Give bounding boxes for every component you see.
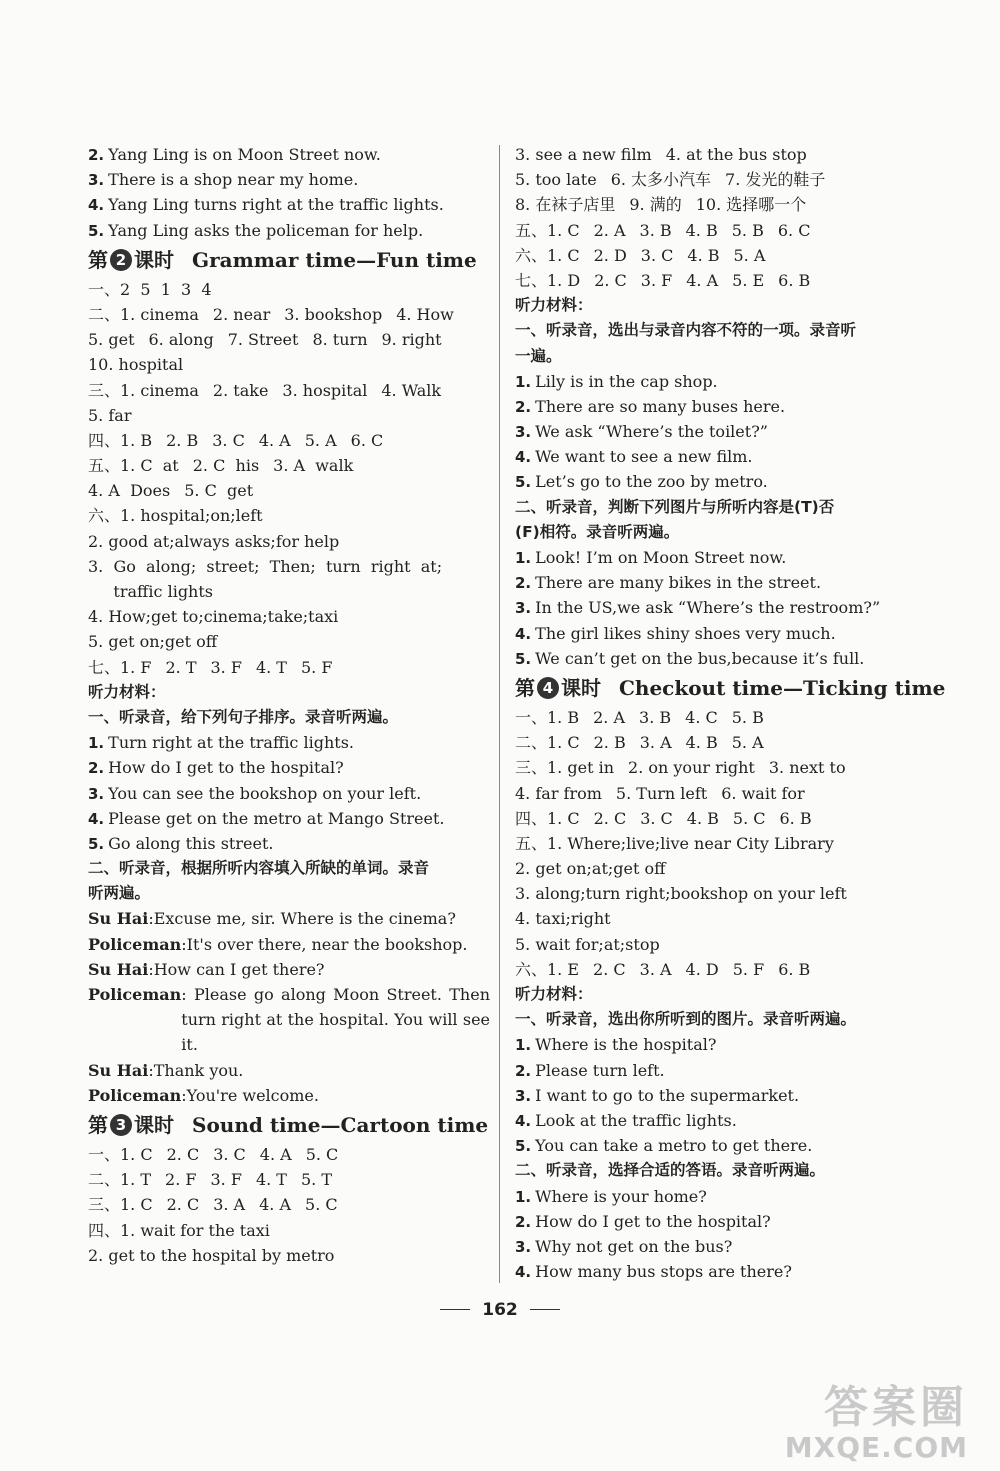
answer-item: 5. T — [300, 1170, 332, 1190]
answer-item: 5. far — [88, 405, 132, 425]
listening-title: 听力材料： — [515, 985, 593, 1003]
answer-item: 4. A — [686, 270, 719, 290]
answer-item: 4. B — [687, 245, 720, 265]
sentence-text: How do I get to the hospital? — [535, 1211, 771, 1231]
watermark-logo: 答案圈 — [824, 1382, 968, 1433]
sentence-line — [88, 730, 490, 755]
speaker: Su Hai — [88, 959, 149, 979]
answer-item: 2. A — [593, 220, 626, 240]
sentence-line — [515, 419, 925, 444]
dialogue — [88, 906, 490, 1108]
sentence-text: In the US,we ask “Where’s the restroom?” — [535, 598, 881, 618]
item-number: 4. — [88, 809, 105, 828]
sentence-text: There is a shop near my home. — [108, 170, 359, 190]
answer-line — [88, 1243, 490, 1268]
sentence-line — [88, 142, 490, 167]
answer-item: 4. A — [258, 430, 291, 450]
item-number: 5. — [515, 473, 532, 492]
item-number: 3. — [515, 599, 532, 618]
answer-item: 5. F — [732, 959, 765, 979]
item-number: 1. — [515, 549, 532, 567]
answer-item: 5. F — [300, 657, 333, 677]
answer-line — [88, 327, 490, 352]
item-number: 2. — [515, 1212, 532, 1231]
item-number: 5. — [88, 221, 105, 240]
answer-item: 3. hospital — [282, 380, 368, 400]
sentence-text: How many bus stops are there? — [535, 1262, 792, 1282]
item-number: 1. — [515, 1187, 532, 1206]
answer-line — [515, 268, 925, 293]
answer-item: 6. C — [350, 430, 384, 450]
answer-item: 2. A — [593, 707, 626, 727]
answer-line — [88, 579, 490, 604]
item-number: 3. — [515, 1086, 532, 1105]
item-number: 5. — [515, 1137, 532, 1156]
answer-item: 5. C get — [184, 481, 254, 501]
utterance: :Thank you. — [148, 1060, 244, 1080]
sentence-line — [515, 1259, 925, 1284]
answer-item: 2. D — [593, 245, 627, 265]
answer-line — [88, 302, 490, 327]
item-number: 5. — [515, 649, 532, 668]
item-number: 2. — [515, 574, 532, 593]
sentence-line — [88, 218, 490, 243]
answer-item: 3. next to — [768, 758, 846, 778]
answer-item: 4. A — [259, 1195, 292, 1215]
speaker: Policeman — [88, 1085, 182, 1105]
speaker: Policeman — [88, 985, 182, 1005]
section-heading-cont: 听两遍。 — [88, 884, 151, 903]
sentence-text: There are many bikes in the street. — [535, 573, 822, 593]
sentence-line — [88, 781, 490, 806]
answer-item: 4. A Does — [88, 481, 171, 501]
answer-item: 2. near — [212, 304, 271, 324]
answer-line — [88, 604, 490, 629]
answer-item: 3. C — [212, 430, 245, 450]
answer-item: 2. on your right — [628, 758, 755, 778]
answer-line — [88, 277, 490, 302]
sentence-line — [515, 646, 925, 671]
lesson-2-heading: 第 2 课时 Grammar time—Fun time — [88, 247, 477, 272]
sentence-text: Look! I’m on Moon Street now. — [535, 548, 787, 567]
left-top-lines — [88, 142, 490, 243]
answer-item: 三、1. C — [88, 1195, 153, 1215]
section-heading-cont: (F)相符。录音听两遍。 — [515, 522, 680, 541]
sentence-text: Where is your home? — [535, 1186, 707, 1206]
watermark-url: MXQE.COM — [784, 1431, 968, 1464]
answer-item: 5. wait for;at;stop — [515, 934, 660, 954]
answer-item: 6. 太多小汽车 — [610, 170, 712, 190]
sentence-line — [88, 755, 490, 780]
answer-line — [515, 167, 925, 192]
left-column — [88, 142, 490, 1268]
answer-item: 2. F — [165, 1170, 197, 1190]
answer-item: 2. take — [212, 380, 269, 400]
sentence-text: You can take a metro to get there. — [535, 1136, 813, 1156]
utterance: : Please go along Moon Street. Then turn right at the hospital. You will see it. — [181, 985, 490, 1055]
answer-item: 3. B — [639, 220, 672, 240]
answer-item: 2. good at;always asks;for help — [88, 531, 340, 551]
answer-item: 六、1. hospital;on;left — [88, 506, 263, 526]
answer-line — [88, 378, 490, 403]
item-number: 2. — [515, 397, 532, 416]
answer-item: 6. B — [778, 959, 811, 979]
sentence-line — [515, 1083, 925, 1108]
item-number: 3. — [515, 1237, 532, 1256]
item-number: 2. — [88, 759, 105, 778]
answer-item: 五、1. C — [515, 220, 580, 240]
answer-line — [88, 352, 490, 377]
answer-item: 2. C — [593, 808, 627, 828]
answer-item: 6. B — [778, 270, 811, 290]
watermark — [785, 1384, 968, 1464]
item-number: 3. — [88, 784, 105, 803]
answer-line — [88, 629, 490, 654]
answer-item: 二、1. cinema — [88, 304, 199, 324]
item-number: 3. — [88, 171, 105, 190]
sentence-line — [515, 1133, 925, 1158]
answer-item: 4. T — [255, 657, 287, 677]
answer-item: 9. 满的 — [629, 195, 682, 215]
sentence-line — [515, 394, 925, 419]
answer-item: 5. C — [732, 808, 766, 828]
sentence-text: You can see the bookshop on your left. — [108, 783, 422, 803]
answer-item: 5. A — [304, 430, 337, 450]
speaker: Su Hai — [88, 909, 149, 929]
sentence-line — [515, 595, 925, 620]
answer-item: 3. bookshop — [284, 304, 383, 324]
sentence-text: Lily is in the cap shop. — [535, 371, 718, 391]
item-number: 4. — [515, 1111, 532, 1130]
dialogue-line — [88, 932, 490, 957]
listening-title: 听力材料： — [88, 682, 166, 701]
sentence-text: We can’t get on the bus,because it’s full. — [535, 648, 865, 668]
answer-line — [515, 243, 925, 268]
answer-item: 七、1. D — [515, 270, 581, 290]
answer-item: 5. C — [305, 1145, 339, 1165]
answer-item: 五、1. Where;live;live near City Library — [515, 833, 834, 853]
listening-sentences — [88, 730, 490, 856]
answer-item: 六、1. E — [515, 959, 580, 979]
sentence-line — [88, 806, 490, 831]
answer-item: 一、2 5 1 3 4 — [88, 279, 212, 299]
answer-item: 3. B — [639, 707, 672, 727]
lesson-number-badge: 3 — [110, 1114, 132, 1136]
answer-line — [88, 503, 490, 528]
answer-line — [515, 831, 925, 856]
answer-item: 8. turn — [312, 330, 368, 350]
item-number: 4. — [515, 448, 532, 467]
sentence-line — [515, 1234, 925, 1259]
page-number: 162 — [482, 1300, 518, 1320]
item-number: 4. — [515, 1263, 532, 1282]
answer-item: 四、1. wait for the taxi — [88, 1220, 270, 1240]
item-number: 1. — [88, 734, 105, 753]
item-number: 1. — [515, 372, 532, 391]
dialogue-line — [88, 982, 490, 1058]
sentence-line — [88, 167, 490, 192]
lesson-number-badge: 4 — [537, 677, 559, 699]
dialogue-line — [88, 1083, 490, 1108]
answer-item: traffic lights — [88, 582, 213, 601]
answer-item: 六、1. C — [515, 245, 580, 265]
answer-line — [515, 856, 925, 881]
answer-item: 3. A — [213, 1195, 246, 1215]
section-heading: 一、听录音，选出与录音内容不符的一项。录音听 — [515, 321, 857, 340]
section-heading: 一、听录音，给下列句子排序。录音听两遍。 — [88, 707, 399, 726]
answer-item: 4. D — [685, 959, 719, 979]
answer-item: 4. C — [685, 707, 718, 727]
answer-item: 10. 选择哪一个 — [695, 195, 807, 215]
sentence-text: Yang Ling turns right at the traffic lights. — [108, 195, 444, 215]
answer-line — [515, 932, 925, 957]
answer-item: 4. B — [685, 220, 718, 240]
lesson-number-badge: 2 — [110, 249, 132, 271]
item-number: 2. — [515, 1061, 532, 1080]
section-heading: 二、听录音，根据所听内容填入所缺的单词。录音 — [88, 859, 430, 878]
answer-item: 3. C — [213, 1145, 246, 1165]
answer-item: 四、1. C — [515, 808, 580, 828]
answer-item: 5. A — [733, 245, 766, 265]
item-number: 3. — [515, 423, 532, 442]
answer-item: 6. along — [148, 330, 214, 350]
answer-line — [515, 755, 925, 780]
answer-line — [88, 1192, 490, 1217]
answer-item: 4. T — [255, 1170, 287, 1190]
answer-item: 5. C — [305, 1195, 338, 1215]
answer-item: 三、1. cinema — [88, 380, 199, 400]
answer-item: 5. get on;get off — [88, 632, 218, 652]
answer-item: 一、1. B — [515, 707, 580, 727]
answer-line — [88, 428, 490, 453]
sentence-line — [515, 1108, 925, 1133]
sentence-line — [515, 621, 925, 646]
answer-item: 2. C — [166, 1195, 200, 1215]
answer-line — [515, 730, 925, 755]
answer-item: 二、1. C — [515, 733, 580, 753]
answer-item: 2. C — [594, 270, 627, 290]
answer-item: 3. along;turn right;bookshop on your left — [515, 884, 847, 904]
answer-item: 4. far from — [515, 783, 602, 803]
right-column — [515, 142, 946, 1284]
answer-item: 7. 发光的鞋子 — [725, 170, 826, 190]
utterance: :Excuse me, sir. Where is the cinema? — [148, 909, 456, 929]
sentence-text: Why not get on the bus? — [535, 1236, 733, 1256]
answer-item: 2. T — [165, 657, 197, 677]
sentence-text: We ask “Where’s the toilet?” — [535, 422, 768, 442]
sentence-text: Please get on the metro at Mango Street. — [108, 808, 445, 828]
item-number: 2. — [88, 146, 105, 164]
answer-item: 七、1. F — [88, 657, 152, 677]
answer-item: 4. A — [259, 1145, 292, 1165]
answer-item: 10. hospital — [88, 355, 184, 375]
section-heading: 二、听录音，选择合适的答语。录音听两遍。 — [515, 1161, 826, 1180]
utterance: :It's over there, near the bookshop. — [181, 934, 468, 954]
answer-item: 2. get on;at;get off — [515, 859, 666, 879]
sentence-line — [515, 1209, 925, 1234]
answer-line — [88, 1167, 490, 1192]
answer-line — [515, 957, 925, 982]
item-number: 4. — [88, 196, 105, 215]
answer-item: 5. too late — [515, 170, 597, 190]
answer-line — [515, 142, 925, 167]
item-number: 5. — [88, 834, 105, 853]
item-number: 4. — [515, 624, 532, 643]
listening-title: 听力材料： — [515, 296, 593, 315]
answer-item: 2. C his — [192, 456, 260, 476]
listening-sentences — [515, 1032, 925, 1158]
listening-sentences — [515, 1184, 925, 1285]
answer-item: 4. at the bus stop — [665, 145, 807, 164]
answer-item: 5. B — [731, 220, 764, 240]
sentence-text: Where is the hospital? — [535, 1035, 717, 1055]
dialogue-line — [88, 957, 490, 982]
answer-item: 3. F — [210, 657, 242, 677]
sentence-line — [515, 444, 925, 469]
answer-item: 3. A — [639, 733, 672, 753]
answer-line — [88, 554, 490, 579]
speaker: Policeman — [88, 934, 182, 954]
answer-line — [88, 478, 490, 503]
section-heading-cont: 一遍。 — [515, 346, 562, 365]
lesson-3-heading: 第 3 课时 Sound time—Cartoon time — [88, 1113, 489, 1138]
answer-item: 5. B — [731, 707, 764, 727]
answer-item: 4. taxi;right — [515, 909, 611, 929]
answer-item: 2. C — [166, 1145, 200, 1165]
answer-item: 2. get to the hospital by metro — [88, 1245, 335, 1265]
sentence-line — [515, 369, 925, 394]
right-top-lines — [515, 142, 925, 293]
answer-item: 5. Turn left — [615, 783, 708, 803]
sentence-text: Yang Ling is on Moon Street now. — [108, 145, 381, 164]
sentence-line — [515, 1058, 925, 1083]
answer-item: 2. B — [593, 733, 626, 753]
item-number: 1. — [515, 1036, 532, 1055]
answer-item: 7. Street — [227, 330, 299, 350]
utterance: :How can I get there? — [148, 959, 325, 979]
answer-line — [515, 218, 925, 243]
answer-item: 三、1. get in — [515, 758, 615, 778]
answer-line — [515, 881, 925, 906]
answer-item: 3. C — [640, 245, 674, 265]
lesson-4-answers — [515, 705, 925, 982]
sentence-text: Turn right at the traffic lights. — [108, 733, 354, 753]
sentence-line — [515, 545, 925, 570]
answer-line — [88, 1142, 490, 1167]
answer-item: 五、1. C at — [88, 456, 179, 476]
sentence-text: Please turn left. — [535, 1060, 665, 1080]
page-footer — [0, 1300, 1000, 1320]
answer-item: 4. How;get to;cinema;take;taxi — [88, 607, 339, 627]
sentence-text: Go along this street. — [108, 833, 274, 853]
answer-line — [88, 1218, 490, 1243]
answer-item: 6. C — [777, 220, 811, 240]
listening-sentences — [515, 545, 925, 671]
answer-item: 4. How — [396, 304, 454, 324]
answer-item: 3. A walk — [273, 456, 354, 476]
sentence-line — [515, 469, 925, 494]
answer-item: 一、1. C — [88, 1145, 153, 1165]
section-heading: 一、听录音，选出你所听到的图片。录音听两遍。 — [515, 1010, 857, 1029]
sentence-text: Look at the traffic lights. — [535, 1110, 737, 1130]
sentence-text: How do I get to the hospital? — [108, 758, 344, 778]
answer-item: 8. 在袜子店里 — [515, 195, 616, 215]
answer-item: 5. E — [732, 270, 765, 290]
answer-item: 二、1. T — [88, 1170, 152, 1190]
section-heading: 二、听录音，判断下列图片与所听内容是(T)否 — [515, 497, 835, 516]
utterance: :You're welcome. — [181, 1085, 319, 1105]
column-divider — [499, 145, 500, 1283]
answer-line — [88, 403, 490, 428]
listening-sentences — [515, 369, 925, 495]
answer-item: 4. B — [685, 733, 718, 753]
answer-item: 5. get — [88, 330, 135, 350]
answer-item: 3. F — [640, 270, 673, 290]
answer-line — [515, 192, 925, 217]
answer-item: 4. Walk — [381, 380, 442, 400]
answer-item: 3. Go along; street; Then; turn right at; — [88, 556, 443, 576]
answer-line — [515, 781, 925, 806]
answer-item: 3. F — [210, 1170, 242, 1190]
answer-item: 6. wait for — [721, 783, 805, 803]
dialogue-line — [88, 906, 490, 931]
answer-line — [88, 529, 490, 554]
answer-line — [515, 906, 925, 931]
lesson-3-answers — [88, 1142, 490, 1268]
footer-dash — [440, 1309, 470, 1310]
answer-item: 2. B — [166, 430, 199, 450]
answer-item: 6. B — [779, 808, 812, 828]
answer-item: 5. A — [731, 733, 764, 753]
sentence-line — [88, 192, 490, 217]
sentence-line — [515, 570, 925, 595]
answer-item: 3. A — [639, 959, 672, 979]
sentence-line — [515, 1184, 925, 1209]
sentence-text: There are so many buses here. — [535, 396, 786, 416]
sentence-line — [88, 831, 490, 856]
answer-item: 9. right — [381, 330, 442, 350]
answer-line — [515, 705, 925, 730]
sentence-text: The girl likes shiny shoes very much. — [535, 623, 836, 643]
sentence-text: I want to go to the supermarket. — [535, 1085, 800, 1105]
sentence-line — [515, 1032, 925, 1057]
lesson-4-heading: 第 4 课时 Checkout time—Ticking time — [515, 675, 946, 700]
answer-line — [88, 655, 490, 680]
sentence-text: We want to see a new film. — [535, 447, 753, 467]
answer-item: 2. C — [593, 959, 626, 979]
sentence-text: Let’s go to the zoo by metro. — [535, 472, 768, 492]
answer-item: 四、1. B — [88, 430, 153, 450]
answer-line — [515, 806, 925, 831]
lesson-2-answers — [88, 277, 490, 680]
answer-line — [88, 453, 490, 478]
answer-item: 3. see a new film — [515, 145, 652, 164]
dialogue-line — [88, 1058, 490, 1083]
answer-item: 3. C — [640, 808, 673, 828]
speaker: Su Hai — [88, 1060, 149, 1080]
sentence-text: Yang Ling asks the policeman for help. — [108, 220, 424, 240]
answer-item: 4. B — [686, 808, 719, 828]
footer-dash — [530, 1309, 560, 1310]
